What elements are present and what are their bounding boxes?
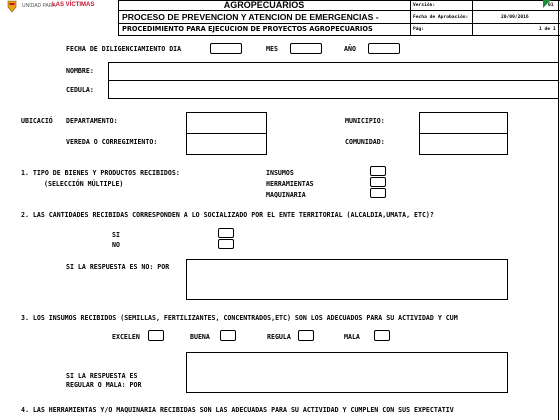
q1-insumos-checkbox[interactable] xyxy=(370,166,386,176)
q2-followup: SI LA RESPUESTA ES NO: POR xyxy=(66,263,170,271)
cedula-input[interactable] xyxy=(108,80,559,99)
q3-excelente-checkbox[interactable] xyxy=(148,330,164,341)
logo-main: LAS VÍCTIMAS xyxy=(52,2,95,8)
month-input[interactable] xyxy=(290,43,322,54)
q2-option-no: NO xyxy=(112,241,120,249)
municipio-label: MUNICIPIO: xyxy=(345,117,385,125)
q3-option-mala: MALA xyxy=(344,333,360,341)
municipio-input[interactable] xyxy=(419,112,508,134)
meta-version-label: Versión: xyxy=(413,3,436,8)
fecha-label: FECHA DE DILIGENCIAMIENTO DIA xyxy=(66,45,182,53)
day-input[interactable] xyxy=(210,43,242,54)
q3-regular-checkbox[interactable] xyxy=(298,330,314,341)
form-title-procedure: PROCEDIMIENTO PARA EJECUCION DE PROYECTOS AGROPECUARIOS xyxy=(122,25,373,33)
q1-herramientas-checkbox[interactable] xyxy=(370,177,386,187)
q3-followup-line2: REGULAR O MALA: POR xyxy=(66,381,142,389)
form-title-process: PROCESO DE PREVENCION Y ATENCION DE EMERGENCIAS - xyxy=(122,12,379,22)
form-title-top: AGROPECUARIOS xyxy=(223,0,305,10)
q3-mala-checkbox[interactable] xyxy=(374,330,390,341)
logo-prefix: UNIDAD PARA xyxy=(22,3,56,9)
q1-option-herramientas: HERRAMIENTAS xyxy=(266,180,314,188)
q1-text: 1. TIPO DE BIENES Y PRODUCTOS RECIBIDOS: xyxy=(21,169,180,177)
mes-label: MES xyxy=(266,45,278,53)
coat-of-arms-icon xyxy=(6,0,18,13)
q3-option-regular: REGULA xyxy=(267,333,291,341)
meta-page-value: 1 de 1 xyxy=(539,27,556,32)
vereda-label: VEREDA O CORREGIMIENTO: xyxy=(66,138,158,146)
anio-label: AÑO xyxy=(344,45,356,53)
q3-option-buena: BUENA xyxy=(190,333,210,341)
q1-sub: (SELECCIÓN MÚLTIPLE) xyxy=(44,180,124,188)
nombre-input[interactable] xyxy=(108,62,559,81)
q3-reason-textarea[interactable] xyxy=(186,352,508,393)
comunidad-label: COMUNIDAD: xyxy=(345,138,385,146)
meta-approval-value: 20/09/2016 xyxy=(501,15,529,20)
year-input[interactable] xyxy=(368,43,400,54)
nombre-label: NOMBRE: xyxy=(66,67,94,75)
q3-text: 3. LOS INSUMOS RECIBIDOS (SEMILLAS, FERTILIZANTES, CONCENTRADOS,ETC) SON LOS ADECUADOS PARA SU ACTIVIDAD Y CUM xyxy=(21,314,458,322)
vereda-input[interactable] xyxy=(186,133,267,155)
q3-option-excelente: EXCELEN xyxy=(112,333,140,341)
meta-page-label: Pág: xyxy=(413,27,425,32)
departamento-input[interactable] xyxy=(186,112,267,134)
q2-si-checkbox[interactable] xyxy=(218,228,234,238)
cedula-label: CEDULA: xyxy=(66,86,94,94)
comunidad-input[interactable] xyxy=(419,133,508,155)
header-logo xyxy=(2,0,114,14)
meta-version-value: 01 xyxy=(548,3,554,8)
q3-buena-checkbox[interactable] xyxy=(220,330,236,341)
q2-no-checkbox[interactable] xyxy=(218,239,234,249)
q2-text: 2. LAS CANTIDADES RECIBIDAS CORRESPONDEN A LO SOCIALIZADO POR EL ENTE TERRITORIAL (ALCALDIA,UMATA, ETC)? xyxy=(21,211,434,219)
q2-reason-textarea[interactable] xyxy=(186,259,508,300)
meta-approval-label: Fecha de Aprobación: xyxy=(413,15,469,20)
q1-option-maquinaria: MAQUINARIA xyxy=(266,191,306,199)
departamento-label: DEPARTAMENTO: xyxy=(66,117,118,125)
q4-text: 4. LAS HERRAMIENTAS Y/O MAQUINARIA RECIBIDAS SON LAS ADECUADAS PARA SU ACTIVIDAD Y CUMPLEN CON SUS EXPECTATIV xyxy=(21,406,454,414)
q1-option-insumos: INSUMOS xyxy=(266,169,294,177)
q2-option-si: SI xyxy=(112,231,120,239)
q3-followup-line1: SI LA RESPUESTA ES xyxy=(66,372,138,380)
ubicacion-label: UBICACIÓ xyxy=(21,117,53,125)
q1-maquinaria-checkbox[interactable] xyxy=(370,188,386,198)
